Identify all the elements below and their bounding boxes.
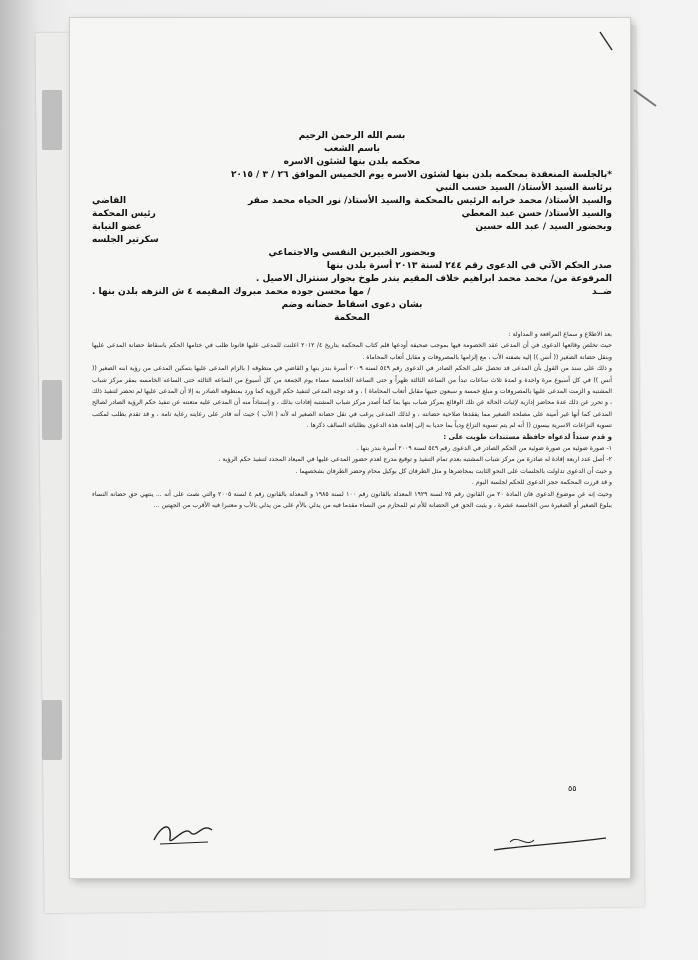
against-label: ضــد	[591, 287, 612, 297]
member-2-line: والسيد الأستاذ/ حسن عبد المعطي	[461, 209, 612, 219]
binder-holes	[40, 80, 68, 860]
closing-paragraph: وحيث إنه عن موضوع الدعوى فان المادة ٢٠ من القانون رقم ٢٥ لسنة ١٩٢٩ المعدلة بالقانون رقم ١٠٠ لسنة ١٩٨٥ و المعدلة بالقانون رقم ٤ لسنة ٢٠٠٥ والتي نصت على أنه ... ينتهي حق حضانة النساء ببلوغ الصغير أو الصغيرة سن الخامسة عشرة ، و يثبت الحق في الحضانة للأم ثم للمحارم من النساء مقدما فيه من يدلي بالأم على من يدلي بالأب و معتبرا فيه الأقرب من الجهتين ...	[92, 490, 612, 510]
docs-heading: و قدم سنداً لدعواه حافظة مستندات طويت على :	[443, 432, 612, 441]
subject-line: بشان دعوى اسقاط حضانه وضم	[281, 300, 423, 310]
judge-label: القاضي	[92, 196, 127, 206]
court-document	[92, 130, 612, 512]
court-name: محكمه بلدن بنها لشئون الاسره	[283, 157, 421, 167]
defendant-line: / مها محسن جوده محمد مبروك المقيمه ٤ ش النزهه بلدن بنها .	[92, 287, 371, 297]
court-heading: المحكمة	[334, 313, 370, 323]
document-body	[92, 329, 612, 512]
experts-line: وبحضور الخبيرين النفسي والاجتماعي	[268, 248, 436, 258]
basmala: بسم الله الرحمن الرحيم	[298, 131, 406, 141]
body-paragraph: حيث تخلص وقائعها الدعوى في أن المدعى عقد الخصومة فيها بموجب صحيفة أودعها قلم كتاب المحكمة بتاريخ ٤/ ٢٠١٢ اعلنت للمدعى عليها قانونا طلب في ختامها الحكم باسقاط حضانة المدعى عليها وبنقل حضانة الصغير (( أنس )) إليه بصفته الأب ، مع إلزامها بالمصروفات و مقابل أتعاب المحاماة .	[92, 342, 612, 361]
members-row	[92, 195, 612, 208]
docs-item: ١- صورة ضوئية من صورة ضوئية من الحكم الصادر في الدعوى رقم ٥٤٩ لسنة ٢٠٠٩ أسرة بندر بنها .	[356, 445, 612, 453]
presidency-line: برئاسة السيد الأستاذ/ السيد حسب النبي	[435, 183, 612, 193]
intro-line: بعد الاطلاع و سماع المرافعة و المداولة :	[508, 331, 612, 338]
court-president-label: رئيس المحكمة	[92, 209, 156, 219]
body-paragraph: و ذلك على سند من القول بأن المدعى قد تحصل على الحكم الصادر في الدعوى رقم ٥٤٩ لسنة ٢٠٠٩ أسرة بندر بنها و القاضي في منطوقه ( بالزام المدعى عليها بتمكين المدعى من رؤية ابنه الصغير (( أنس )) في كل أسبوع مرة واحدة و لمدة ثلاث ساعات تبدأ من الساعة الثالثة ظهراً و حتى الساعة الخامسة مساء يوم الجمعة من كل أسبوع من الساعه الثالثه حتى الساعه الخامسه بمقر مركز شباب المشتبه و الزمت المدعى عليها بالمصروفات و مبلغ خمسة و سبعون جنيها مقابل أتعاب المحاماة ) ، و قد توجه المدعى لتنفيذ حكم الرؤية كما ورد بمنطوقه الصادر به إلا أن المدعى عليها لم تحضر لتنفيذ ذلك ، و تحرر عن ذلك عدة محاضر إدارية لإثبات الحالة عن تلك الوقائع بمركز شباب بنها بما كما أصدر مركز شباب المشتبه إفادات بذلك ، و إستناداً منه أن المدعى عليه متعنته عن تنفيذ حكم الرؤية الصادر لصالح المدعى كما أنها غير أمينة على مصلحة الصغير مما يفقدها صلاحية حضانته ، و لذلك المدعى يرغب في نقل حضانة الصغير له لأنه ( الأب ) حيث أنه قادر على رعايته رعاية تامة ، و قد تقدم بطلب لمكتب تسوية النزاعات الاسرية بيسون (( أنه لم يتم تسوية النزاع ودياً بما حديا به إلى إقامة هذه الدعوى بطلباته السالف ذكرها .	[92, 365, 612, 430]
closing-paragraph: و قد قررت المحكمة حجز الدعوى للحكم لجلسة اليوم .	[471, 479, 612, 487]
docs-item: ٢- أصل عدد اربعة إفادة له صادرة من مركز شباب المشتبه بعدم تمام التنفيذ و توقيع مدرج لعدم حضور المدعى عليها في الميعاد المحدد لتنفيذ حكم الرؤية .	[218, 456, 612, 464]
member-2-row	[92, 208, 612, 221]
secretary-label: سكرتير الجلسه	[92, 235, 159, 245]
page-number: ٥٥	[568, 784, 577, 793]
corner-scan-mark	[598, 30, 658, 110]
filed-by-line: المرفوعة من/ محمد محمد ابراهيم خلاف المقيم بندر طوخ بجوار سنترال الاصيل .	[255, 274, 612, 284]
prosecution-label: عضو النيابة	[92, 222, 142, 232]
session-line: *بالجلسة المنعقدة بمحكمه بلدن بنها لشئون الاسره يوم الخميس الموافق ٢٦ / ٣ / ٢٠١٥	[230, 170, 612, 180]
members-line: والسيد الأستاذ/ محمد خرابه الرئيس بالمحكمة والسيد الأستاذ/ نور الحياه محمد صقر	[248, 196, 612, 206]
against-row	[92, 286, 612, 299]
secretary-line: وبحضور السيد / عبد الله حسين	[475, 222, 612, 232]
verdict-line: صدر الحكم الآتي في الدعوى رقم ٢٤٤ لسنة ٢٠١٣ أسرة بلدن بنها	[326, 261, 612, 271]
signature-left	[150, 812, 220, 852]
in-name-of-people: باسم الشعب	[323, 144, 381, 154]
prosecution-row	[92, 221, 612, 234]
secretary-row	[92, 234, 612, 247]
docs-item: و حيث أن الدعوى تداولت بالجلسات على النحو الثابت بمحاضرها و مثل الطرفان كل بوكيل محام وحضر الطرفان بشخصهما .	[295, 467, 612, 475]
signature-right	[490, 828, 610, 856]
